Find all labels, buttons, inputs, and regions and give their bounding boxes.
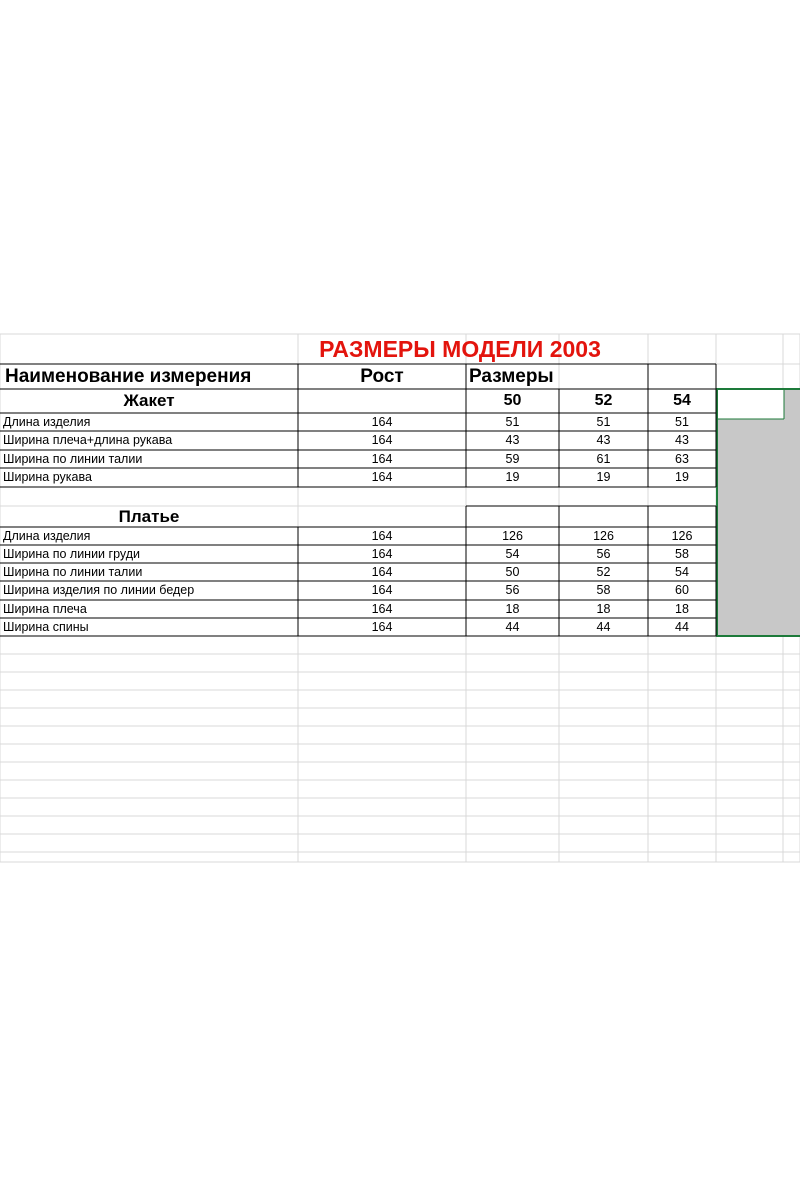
size-value[interactable]: 51 <box>675 415 689 429</box>
size-value[interactable]: 43 <box>675 433 689 447</box>
height-value[interactable]: 164 <box>371 452 393 466</box>
section-title[interactable]: Платье <box>118 507 180 526</box>
size-value[interactable]: 126 <box>671 529 693 543</box>
size-header[interactable]: 50 <box>503 392 522 409</box>
measurement-label[interactable]: Длина изделия <box>3 529 91 543</box>
header-measurement[interactable]: Наименование измерения <box>5 366 252 387</box>
size-value[interactable]: 18 <box>675 602 689 616</box>
size-value[interactable]: 18 <box>596 602 611 616</box>
section-title[interactable]: Жакет <box>123 391 175 410</box>
size-value[interactable]: 44 <box>505 620 520 634</box>
measurement-label[interactable]: Ширина изделия по линии бедер <box>3 583 195 597</box>
size-value[interactable]: 60 <box>675 583 689 597</box>
height-value[interactable]: 164 <box>371 602 393 616</box>
header-sizes[interactable]: Размеры <box>469 366 554 387</box>
size-value[interactable]: 43 <box>596 433 611 447</box>
size-value[interactable]: 51 <box>505 415 520 429</box>
size-value[interactable]: 54 <box>675 565 689 579</box>
measurement-label[interactable]: Ширина по линии груди <box>3 547 140 561</box>
height-value[interactable]: 164 <box>371 470 393 484</box>
selection-fill <box>716 389 800 636</box>
size-header[interactable]: 54 <box>673 392 691 409</box>
size-header[interactable]: 52 <box>594 392 613 409</box>
height-value[interactable]: 164 <box>371 547 393 561</box>
selected-range[interactable] <box>716 389 800 636</box>
size-value[interactable]: 19 <box>596 470 611 484</box>
size-value[interactable]: 58 <box>675 547 689 561</box>
measurement-label[interactable]: Длина изделия <box>3 415 91 429</box>
active-cell <box>716 389 784 419</box>
size-value[interactable]: 52 <box>596 565 611 579</box>
measurement-label[interactable]: Ширина рукава <box>3 470 92 484</box>
sheet-title[interactable]: РАЗМЕРЫ МОДЕЛИ 2003 <box>319 336 601 362</box>
size-value[interactable]: 19 <box>505 470 520 484</box>
size-value[interactable]: 59 <box>505 452 520 466</box>
height-value[interactable]: 164 <box>371 565 393 579</box>
size-value[interactable]: 126 <box>593 529 614 543</box>
height-value[interactable]: 164 <box>371 529 393 543</box>
size-value[interactable]: 18 <box>505 602 520 616</box>
measurement-label[interactable]: Ширина плеча <box>3 602 87 616</box>
size-value[interactable]: 44 <box>675 620 689 634</box>
size-value[interactable]: 51 <box>596 415 611 429</box>
size-value[interactable]: 54 <box>505 547 520 561</box>
height-value[interactable]: 164 <box>371 583 393 597</box>
height-value[interactable]: 164 <box>371 620 393 634</box>
size-value[interactable]: 56 <box>505 583 520 597</box>
size-value[interactable]: 56 <box>596 547 611 561</box>
measurement-label[interactable]: Ширина спины <box>3 620 89 634</box>
size-value[interactable]: 19 <box>675 470 689 484</box>
height-value[interactable]: 164 <box>371 415 393 429</box>
size-value[interactable]: 63 <box>675 452 689 466</box>
size-value[interactable]: 61 <box>596 452 611 466</box>
size-value[interactable]: 50 <box>505 565 520 579</box>
header-height[interactable]: Рост <box>360 366 404 387</box>
size-value[interactable]: 44 <box>596 620 611 634</box>
size-value[interactable]: 43 <box>505 433 520 447</box>
size-value[interactable]: 126 <box>502 529 523 543</box>
height-value[interactable]: 164 <box>371 433 393 447</box>
measurement-label[interactable]: Ширина по линии талии <box>3 452 143 466</box>
measurement-label[interactable]: Ширина по линии талии <box>3 565 143 579</box>
size-value[interactable]: 58 <box>596 583 611 597</box>
measurement-label[interactable]: Ширина плеча+длина рукава <box>3 433 173 447</box>
